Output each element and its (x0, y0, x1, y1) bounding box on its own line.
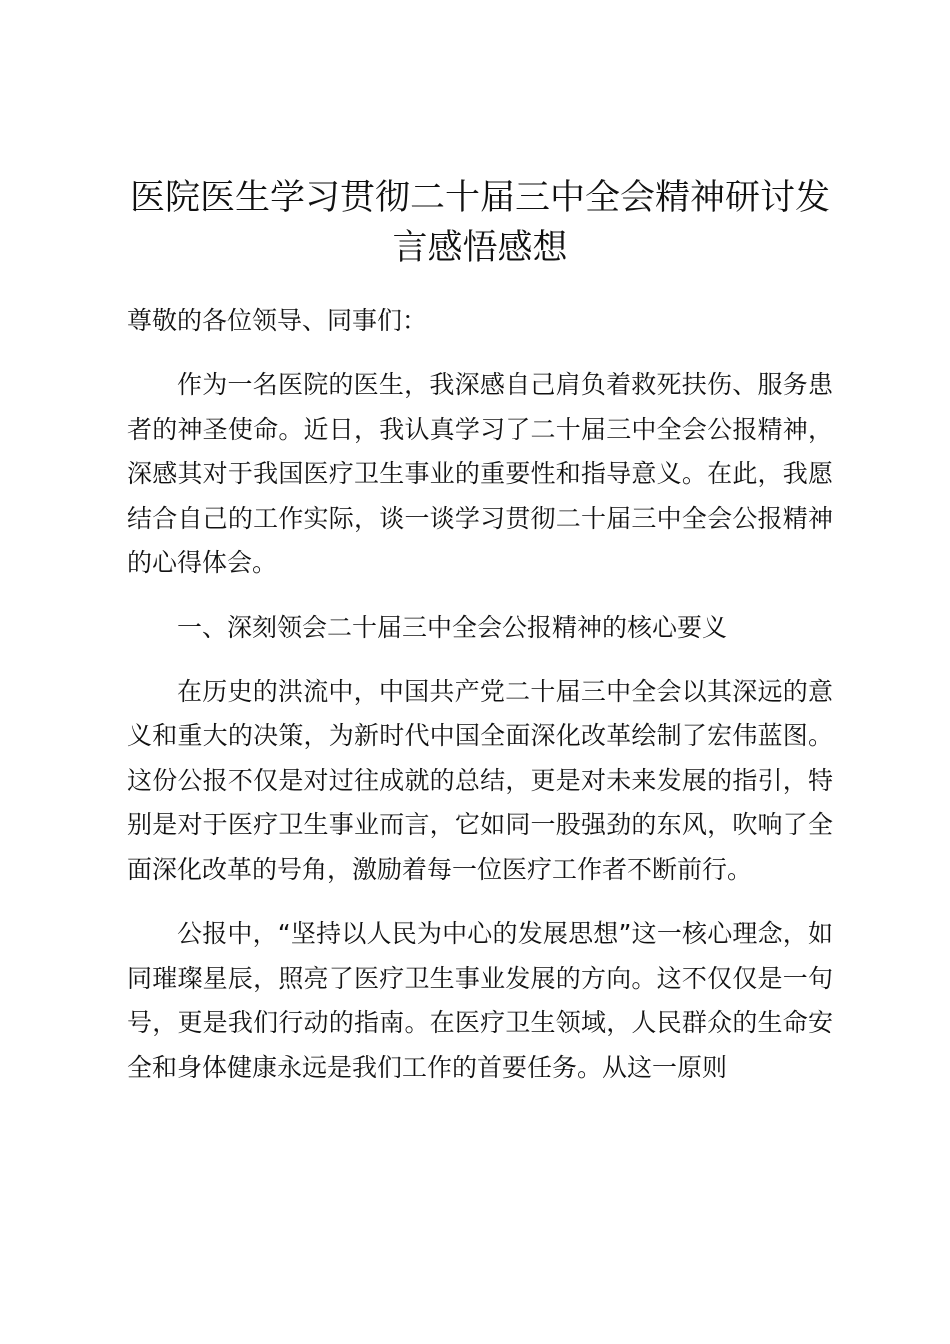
section-paragraph-1: 在历史的洪流中，中国共产党二十届三中全会以其深远的意义和重大的决策，为新时代中国全面深化改革绘制了宏伟蓝图。这份公报不仅是对过往成就的总结，更是对未来发展的指引，特别是对于医疗卫生事业而言，它如同一股强劲的东风，吹响了全面深化改革的号角，激励着每一位医疗工作者不断前行。 (127, 676, 833, 884)
salutation: 尊敬的各位领导、同事们： (127, 306, 428, 335)
document-title: 医院医生学习贯彻二十届三中全会精神研讨发言感悟感想 (129, 178, 830, 268)
section-paragraph-2: 公报中，“坚持以人民为中心的发展思想”这一核心理念，如同璀璨星辰，照亮了医疗卫生事业发展的方向。这不仅仅是一句号，更是我们行动的指南。在医疗卫生领域，人民群众的生命安全和身体健康永远是我们工作的首要任务。从这一原则 (127, 919, 833, 1082)
intro-paragraph: 作为一名医院的医生，我深感自己肩负着救死扶伤、服务患者的神圣使命。近日，我认真学习了二十届三中全会公报精神，深感其对于我国医疗卫生事业的重要性和指导意义。在此，我愿结合自己的工作实际，谈一谈学习贯彻二十届三中全会公报精神的心得体会。 (127, 370, 833, 577)
document-body (127, 173, 833, 1090)
section-heading: 一、深刻领会二十届三中全会公报精神的核心要义 (177, 612, 728, 642)
